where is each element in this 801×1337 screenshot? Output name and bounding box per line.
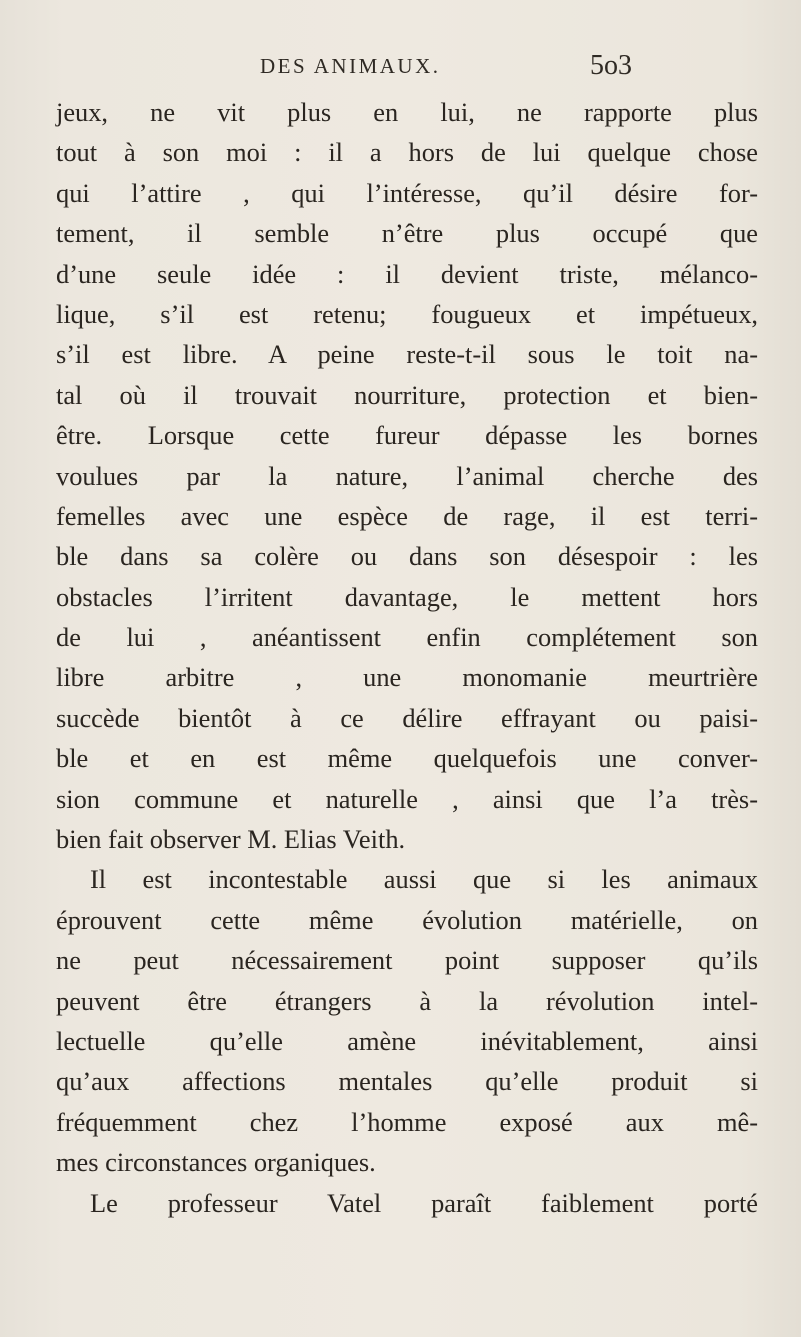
text-line: succède bientôt à ce délire effrayant ou paisi- <box>56 702 758 733</box>
text-line: ble et en est même quelquefois une conver- <box>56 743 758 774</box>
text-line: ne peut nécessairement point supposer qu’ils <box>56 945 758 976</box>
text-line: sion commune et naturelle , ainsi que l’a très- <box>56 783 758 814</box>
text-line: jeux, ne vit plus en lui, ne rapporte plus <box>56 97 758 127</box>
text-line: tement, il semble n’être plus occupé que <box>56 218 758 249</box>
text-line: qui l’attire , qui l’intéresse, qu’il désire for- <box>56 177 758 208</box>
text-line: ble dans sa colère ou dans son désespoir : les <box>56 541 758 572</box>
text-line: peuvent être étrangers à la révolution intel- <box>56 985 758 1016</box>
text-line: voulues par la nature, l’animal cherche des <box>56 460 758 491</box>
page-number: 5o3 <box>590 50 632 81</box>
text-line: de lui , anéantissent enfin complétement son <box>56 622 758 653</box>
running-head: DES ANIMAUX. <box>260 54 441 78</box>
text-line: Il est incontestable aussi que si les animaux <box>90 864 758 895</box>
text-line: mes circonstances organiques. <box>56 1147 376 1178</box>
text-line: libre arbitre , une monomanie meurtrière <box>56 662 758 693</box>
text-line: Le professeur Vatel paraît faiblement porté <box>90 1187 758 1218</box>
text-line: d’une seule idée : il devient triste, mélanco- <box>56 258 758 289</box>
text-line: lectuelle qu’elle amène inévitablement, ainsi <box>56 1025 758 1056</box>
text-line: tout à son moi : il a hors de lui quelque chose <box>56 137 758 168</box>
text-line: qu’aux affections mentales qu’elle produit si <box>56 1066 758 1097</box>
text-line: femelles avec une espèce de rage, il est terri- <box>56 500 758 531</box>
text-line: fréquemment chez l’homme exposé aux mê- <box>56 1106 758 1137</box>
text-line: tal où il trouvait nourriture, protection et bien- <box>56 379 758 410</box>
text-line: éprouvent cette même évolution matérielle, on <box>56 904 758 935</box>
body-text <box>56 92 758 1223</box>
text-line: s’il est libre. A peine reste-t-il sous le toit na- <box>56 339 758 370</box>
text-line: bien fait observer M. Elias Veith. <box>56 824 406 855</box>
text-line: lique, s’il est retenu; fougueux et impétueux, <box>56 298 758 329</box>
text-line: obstacles l’irritent davantage, le mettent hors <box>56 581 758 612</box>
text-line: être. Lorsque cette fureur dépasse les bornes <box>56 420 758 451</box>
